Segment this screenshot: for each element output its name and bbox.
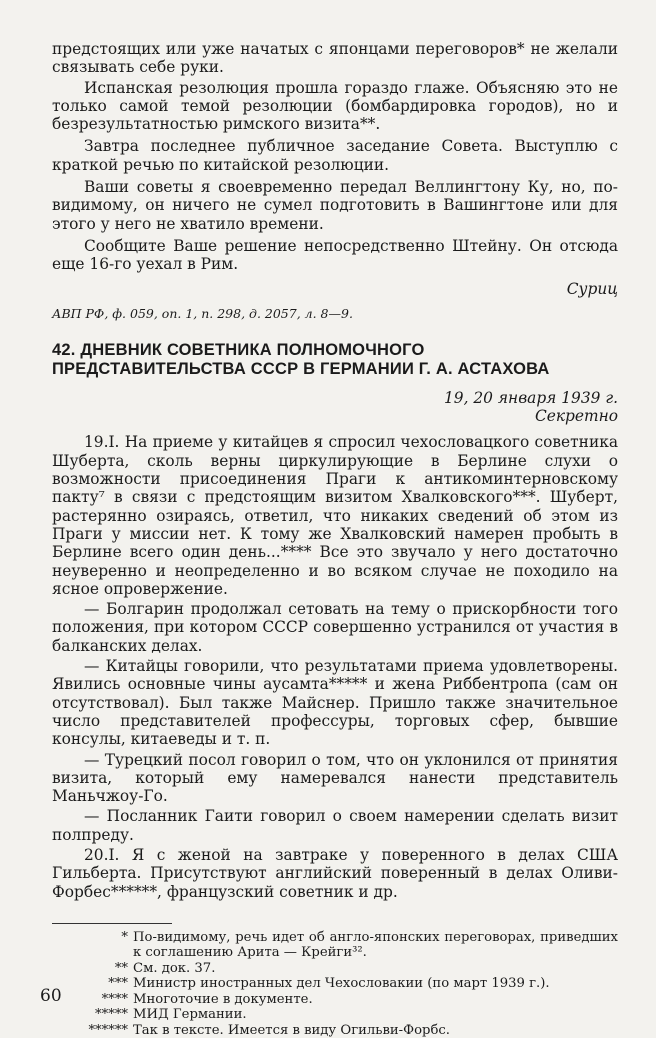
signature: Суриц [566, 279, 618, 298]
footnote-text: Так в тексте. Имеется в виду Огильви-Форбс. [133, 1022, 450, 1038]
archive-source: АВП РФ, ф. 059, оп. 1, п. 298, д. 2057, л. 8—9. [52, 305, 353, 321]
page-content [52, 40, 618, 1038]
footnote-mark: * [121, 929, 128, 945]
footnote-text: См. док. 37. [133, 960, 216, 976]
footnote-text: Министр иностранных дел Чехословакии (по март 1939 г.). [133, 976, 550, 992]
footnote [52, 961, 618, 977]
footnote-mark: ** [114, 960, 128, 976]
footnote-mark: ****** [88, 1022, 128, 1038]
diary-entry: — Китайцы говорили, что результатами приема удовлетворены. Явились основные чины аусамта***** и жена Риббентропа (сам он отсутствовал). Был также Майснер. Пришло также значительное число представителей профессуры, торговых сфер, бывшие консулы, китаеведы и т. п. [52, 657, 618, 749]
footnote [52, 992, 618, 1008]
paragraph: Сообщите Ваше решение непосредственно Штейну. Он отсюда еще 16-го уехал в Рим. [52, 236, 618, 274]
footnote [52, 930, 618, 961]
diary-entry: 20.I. Я с женой на завтраке у поверенного в делах США Гильберта. Присутствуют английский поверенный в делах Оливи-Форбес******, французский советник и др. [52, 845, 618, 901]
footnote-mark: **** [101, 991, 128, 1007]
footnote-divider [52, 923, 172, 924]
footnote-text: Многоточие в документе. [133, 991, 313, 1007]
footnotes [52, 930, 618, 1038]
diary-entry: 19.I. На приеме у китайцев я спросил чехословацкого советника Шуберта, сколь верны циркулирующие в Берлине слухи о возможности присоединения Праги к антикоминтерновскому пакту⁷ в связи с предстоящим визитом Хвалковского***. Шуберт, растерянно озираясь, ответил, что никаких сведений об этом из Праги у миссии нет. К тому же Хвалковский намерен пробыть в Берлине всего один день...**** Все это звучало у него достаточно неуверенно и неопределенно и во всяком случае не походило на ясное опровержение. [52, 433, 618, 598]
paragraph: Завтра последнее публичное заседание Совета. Выступлю с краткой речью по китайской резолюции. [52, 137, 618, 174]
footnote [52, 1007, 618, 1023]
diary-entry: — Турецкий посол говорил о том, что он уклонился от принятия визита, который ему намеревался нанести представитель Маньчжоу-Го. [52, 750, 618, 806]
diary-entry: — Посланник Гаити говорил о своем намерении сделать визит полпреду. [52, 807, 618, 844]
paragraph: Ваши советы я своевременно передал Веллингтону Ку, но, по-видимому, он ничего не сумел подготовить в Вашингтоне или для этого у него не хватило времени. [52, 178, 618, 233]
paragraph: предстоящих или уже начатых с японцами переговоров* не желали связывать себе руки. [52, 40, 618, 77]
page-number: 60 [40, 986, 62, 1006]
paragraph: Испанская резолюция прошла гораздо глаже. Объясняю это не только самой темой резолюции (бомбардировка городов), но и безрезультатностью римского визита**. [52, 78, 618, 134]
document-date: 19, 20 января 1939 г. [444, 388, 618, 407]
footnote-text: МИД Германии. [133, 1007, 247, 1023]
footnote [52, 1023, 618, 1038]
footnote-text: По-видимому, речь идет об англо-японских переговорах, приведших к соглашению Арита — Крейги³². [133, 929, 618, 961]
footnote-mark: *** [108, 976, 128, 992]
footnote-mark: ***** [95, 1007, 128, 1023]
footnote [52, 976, 618, 992]
document-secrecy: Секретно [534, 407, 618, 426]
diary-entry: — Болгарин продолжал сетовать на тему о прискорбности того положения, при котором СССР совершенно устранился от участия в балканских делах. [52, 600, 618, 655]
document-title: 42. ДНЕВНИК СОВЕТНИКА ПОЛНОМОЧНОГО ПРЕДСТАВИТЕЛЬСТВА СССР В ГЕРМАНИИ Г. А. АСТАХОВА [52, 340, 550, 378]
